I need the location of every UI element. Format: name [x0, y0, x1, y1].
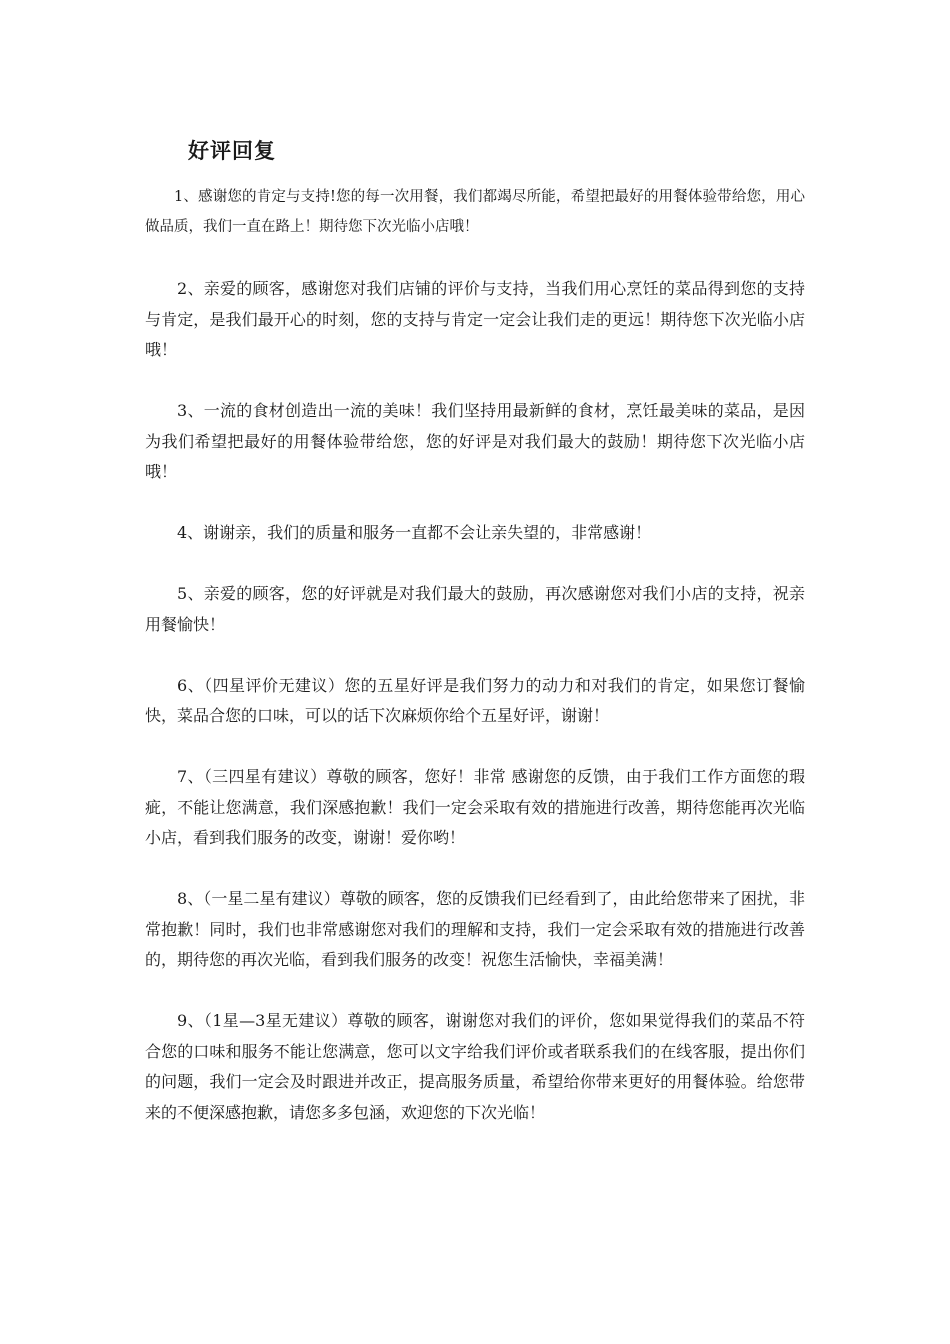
reply-list	[145, 182, 805, 1159]
page-title: 好评回复	[188, 139, 276, 163]
reply-paragraph-8: 8、（一星二星有建议）尊敬的顾客，您的反馈我们已经看到了，由此给您带来了困扰，非常抱歉！同时，我们也非常感谢您对我们的理解和支持，我们一定会采取有效的措施进行改善的，期待您的再次光临，看到我们服务的改变！祝您生活愉快，幸福美满！	[145, 889, 805, 969]
reply-paragraph-6: 6、（四星评价无建议）您的五星好评是我们努力的动力和对我们的肯定，如果您订餐愉快，菜品合您的口味，可以的话下次麻烦你给个五星好评，谢谢！	[145, 675, 805, 725]
reply-paragraph-3: 3、一流的食材创造出一流的美味！我们坚持用最新鲜的食材，烹饪最美味的菜品，是因为我们希望把最好的用餐体验带给您，您的好评是对我们最大的鼓励！期待您下次光临小店哦！	[145, 401, 805, 481]
reply-paragraph-4: 4、谢谢亲，我们的质量和服务一直都不会让亲失望的，非常感谢！	[177, 523, 652, 542]
reply-paragraph-5: 5、亲爱的顾客，您的好评就是对我们最大的鼓励，再次感谢您对我们小店的支持，祝亲用餐愉快！	[145, 584, 805, 634]
reply-paragraph-2: 2、亲爱的顾客，感谢您对我们店铺的评价与支持，当我们用心烹饪的菜品得到您的支持与肯定，是我们最开心的时刻，您的支持与肯定一定会让我们走的更远！期待您下次光临小店哦！	[145, 279, 805, 359]
reply-paragraph-1: 1、感谢您的肯定与支持!您的每一次用餐，我们都竭尽所能，希望把最好的用餐体验带给您，用心做品质，我们一直在路上！期待您下次光临小店哦！	[145, 189, 805, 235]
reply-paragraph-9: 9、（1星—3星无建议）尊敬的顾客，谢谢您对我们的评价，您如果觉得我们的菜品不符合您的口味和服务不能让您满意，您可以文字给我们评价或者联系我们的在线客服，提出你们的问题，我们一定会及时跟进并改正，提高服务质量，希望给你带来更好的用餐体验。给您带来的不便深感抱歉，请您多多包涵，欢迎您的下次光临！	[145, 1011, 805, 1122]
reply-paragraph-7: 7、（三四星有建议）尊敬的顾客，您好！非常 感谢您的反馈，由于我们工作方面您的瑕疵，不能让您满意，我们深感抱歉！我们一定会采取有效的措施进行改善，期待您能再次光临小店，看到我们服务的改变，谢谢！爱你哟！	[145, 767, 805, 847]
